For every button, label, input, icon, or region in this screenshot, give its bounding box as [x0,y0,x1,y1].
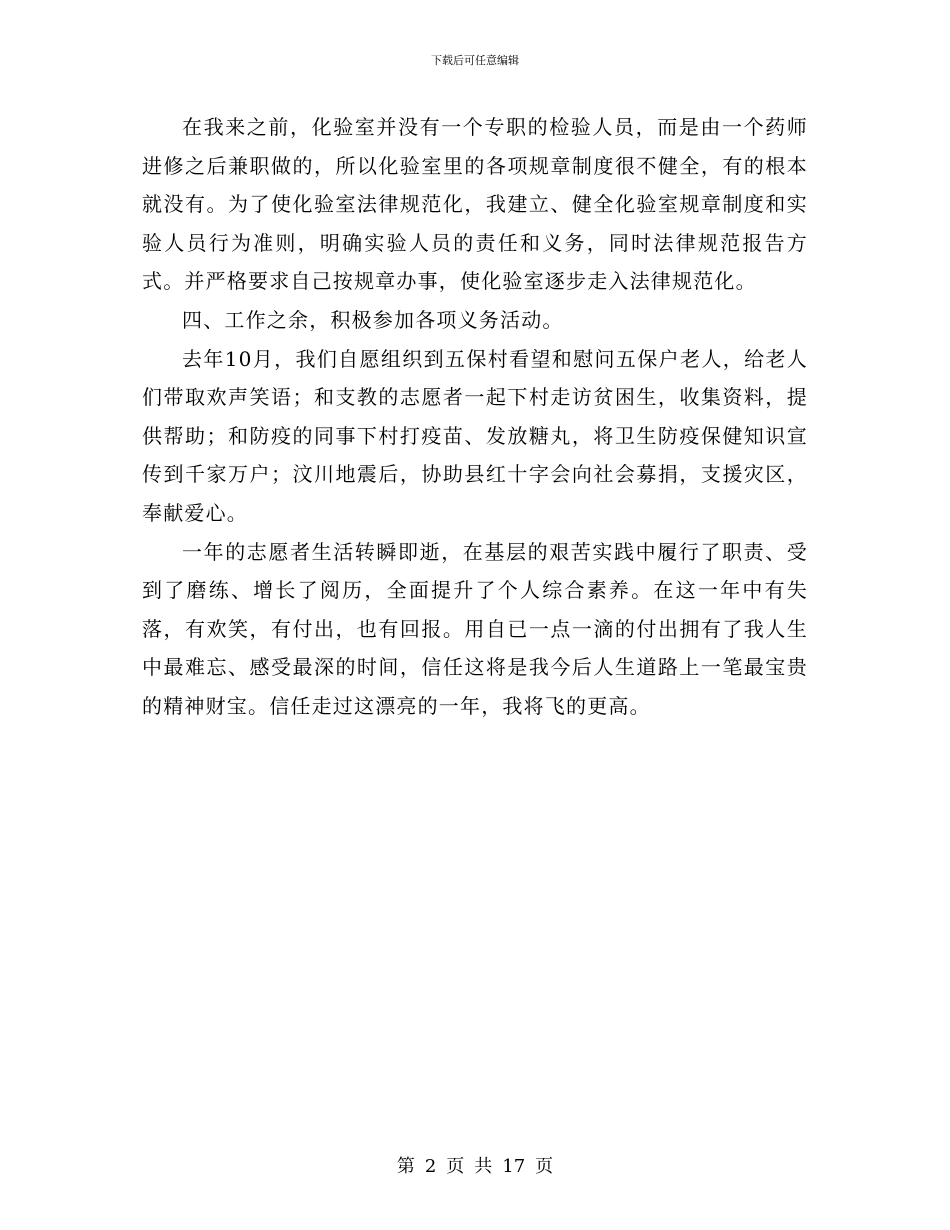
footer-prefix: 第 [396,1156,415,1177]
footer-total-pages: 17 [502,1156,526,1177]
footer-page-label: 页 [446,1156,465,1177]
page-footer [0,1156,950,1178]
paragraph-section-four-heading: 四、工作之余，积极参加各项义务活动。 [182,307,564,332]
paragraph-volunteer-activities: 去年10月，我们自愿组织到五保村看望和慰问五保户老人，给老人们带取欢声笑语；和支教的志愿者一起下村走访贫困生，收集资料，提供帮助；和防疫的同事下村打疫苗、发放糖丸，将卫生防疫保健知识宣传到千家万户；汶川地震后，协助县红十字会向社会募捐，支援灾区，奉献爱心。 [142,346,808,525]
document-body [142,108,808,726]
header-note: 下载后可任意编辑 [431,54,519,67]
footer-total-label: 共 [474,1156,493,1177]
footer-current-page: 2 [424,1156,437,1177]
paragraph-year-summary: 一年的志愿者生活转瞬即逝，在基层的艰苦实践中履行了职责、受到了磨练、增长了阅历，全面提升了个人综合素养。在这一年中有失落，有欢笑，有付出，也有回报。用自已一点一滴的付出拥有了我人生中最难忘、感受最深的时间，信任这将是我今后人生道路上一笔最宝贵的精神财宝。信任走过这漂亮的一年，我将飞的更高。 [142,539,808,718]
paragraph-lab-regulations: 在我来之前，化验室并没有一个专职的检验人员，而是由一个药师进修之后兼职做的，所以化验室里的各项规章制度很不健全，有的根本就没有。为了使化验室法律规范化，我建立、健全化验室规章制度和实验人员行为准则，明确实验人员的责任和义务，同时法律规范报告方式。并严格要求自己按规章办事，使化验室逐步走入法律规范化。 [142,115,808,294]
footer-suffix: 页 [535,1156,554,1177]
